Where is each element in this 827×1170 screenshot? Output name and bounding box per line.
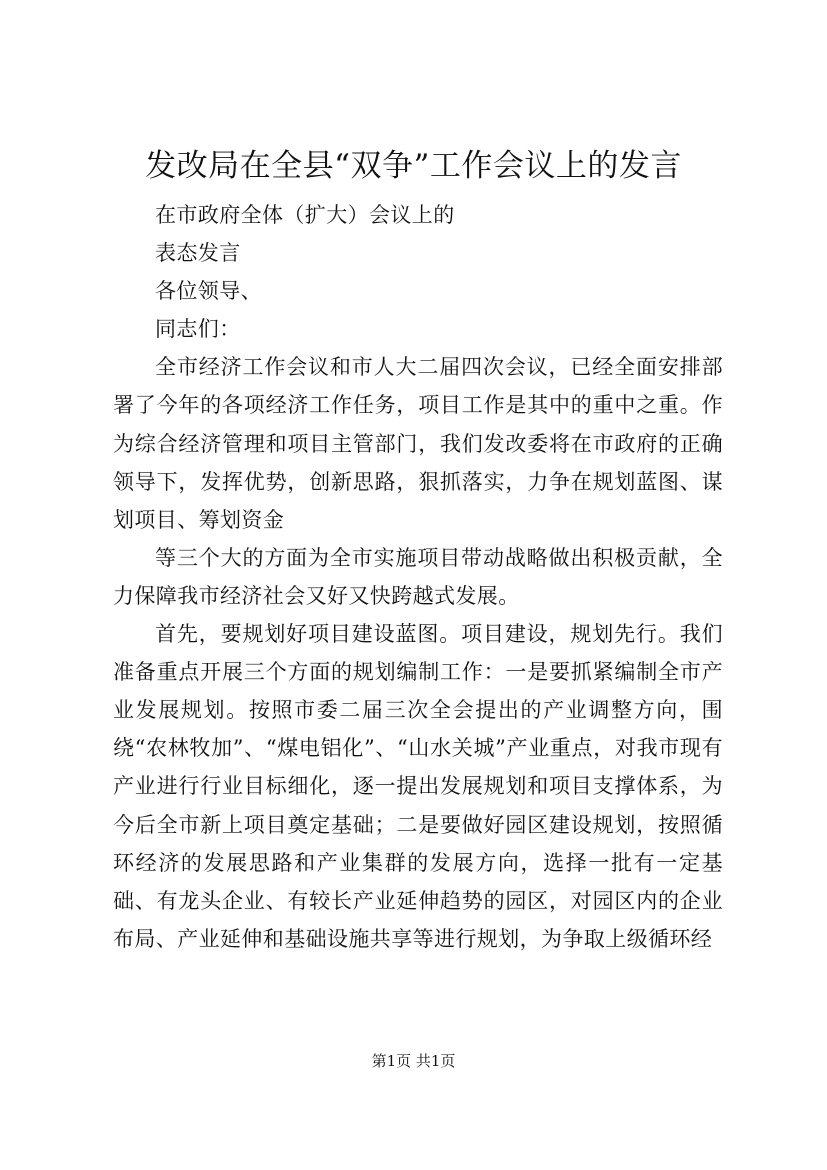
- page-footer: 第1页 共1页: [371, 1052, 456, 1070]
- paragraph: 全市经济工作会议和市人大二届四次会议，已经全面安排部署了今年的各项经济工作任务，项目工作是其中的重中之重。作为综合经济管理和项目主管部门，我们发改委将在市政府的正确领导下，发挥优势，创新思路，狠抓落实，力争在规划蓝图、谋划项目、筹划资金: [113, 355, 723, 532]
- document-title: 发改局在全县“双争”工作会议上的发言: [145, 148, 682, 184]
- paragraph: 各位领导、: [155, 279, 262, 304]
- document-body: [113, 196, 723, 958]
- paragraph: 首先，要规划好项目建设蓝图。项目建设，规划先行。我们准备重点开展三个方面的规划编制工作：一是要抓紧编制全市产业发展规划。按照市委二届三次全会提出的产业调整方向，围绕“农林牧加”、“煤电铝化”、“山水关城”产业重点，对我市现有产业进行行业目标细化，逐一提出发展规划和项目支撑体系，为今后全市新上项目奠定基础；二是要做好园区建设规划，按照循环经济的发展思路和产业集群的发展方向，选择一批有一定基础、有龙头企业、有较长产业延伸趋势的园区，对园区内的企业布局、产业延伸和基础设施共享等进行规划，为争取上级循环经: [113, 622, 723, 951]
- paragraph: 同志们：: [155, 317, 241, 342]
- paragraph: 等三个大的方面为全市实施项目带动战略做出积极贡献，全力保障我市经济社会又好又快跨越式发展。: [113, 545, 723, 608]
- paragraph: 在市政府全体（扩大）会议上的: [155, 203, 455, 227]
- paragraph: 表态发言: [155, 241, 241, 266]
